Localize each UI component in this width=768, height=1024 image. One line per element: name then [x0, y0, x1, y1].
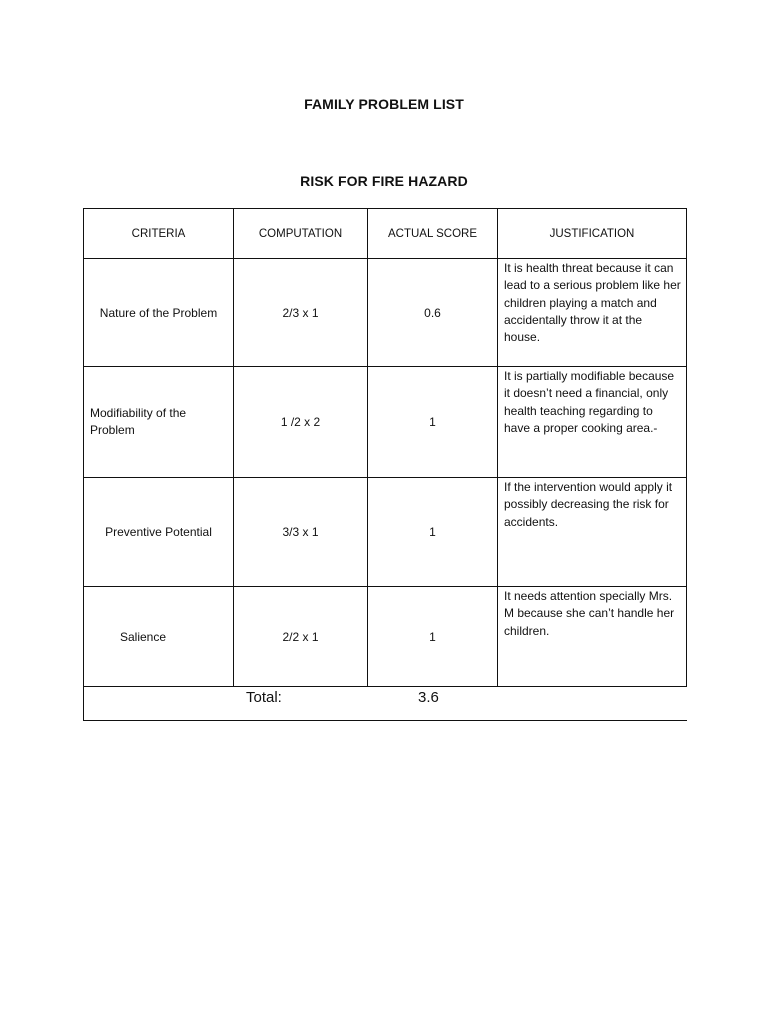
table-header-row	[84, 209, 687, 259]
criteria-cell: Modifiability of the Problem	[84, 367, 234, 478]
table-row	[84, 478, 687, 587]
justification-cell: If the intervention would apply it possibly decreasing the risk for accidents.	[498, 478, 687, 587]
actual-score-cell: 1	[368, 587, 498, 687]
justification-cell: It is partially modifiable because it doesn’t need a financial, only health teaching regarding to have a proper cooking area.-	[498, 367, 687, 478]
justification-cell: It needs attention specially Mrs. M because she can’t handle her children.	[498, 587, 687, 687]
criteria-cell: Preventive Potential	[84, 478, 234, 587]
actual-score-cell: 1	[368, 367, 498, 478]
family-problem-table	[83, 208, 687, 721]
total-row	[84, 687, 687, 721]
actual-score-cell: 1	[368, 478, 498, 587]
header-actual-score: ACTUAL SCORE	[368, 209, 498, 259]
total-label: Total:	[246, 689, 282, 706]
document-title: FAMILY PROBLEM LIST	[304, 96, 464, 112]
document-subtitle: RISK FOR FIRE HAZARD	[300, 173, 468, 189]
computation-cell: 3/3 x 1	[234, 478, 368, 587]
header-justification: JUSTIFICATION	[498, 209, 687, 259]
actual-score-cell: 0.6	[368, 259, 498, 367]
table-row	[84, 587, 687, 687]
criteria-cell: Salience	[84, 587, 234, 687]
justification-cell: It is health threat because it can lead to a serious problem like her children playing a match and accidentally throw it at the house.	[498, 259, 687, 367]
header-criteria: CRITERIA	[84, 209, 234, 259]
table-row	[84, 259, 687, 367]
computation-cell: 2/3 x 1	[234, 259, 368, 367]
computation-cell: 2/2 x 1	[234, 587, 368, 687]
criteria-cell: Nature of the Problem	[84, 259, 234, 367]
table-row	[84, 367, 687, 478]
header-computation: COMPUTATION	[234, 209, 368, 259]
computation-cell: 1 /2 x 2	[234, 367, 368, 478]
total-value: 3.6	[418, 689, 439, 706]
total-cell	[84, 687, 687, 721]
